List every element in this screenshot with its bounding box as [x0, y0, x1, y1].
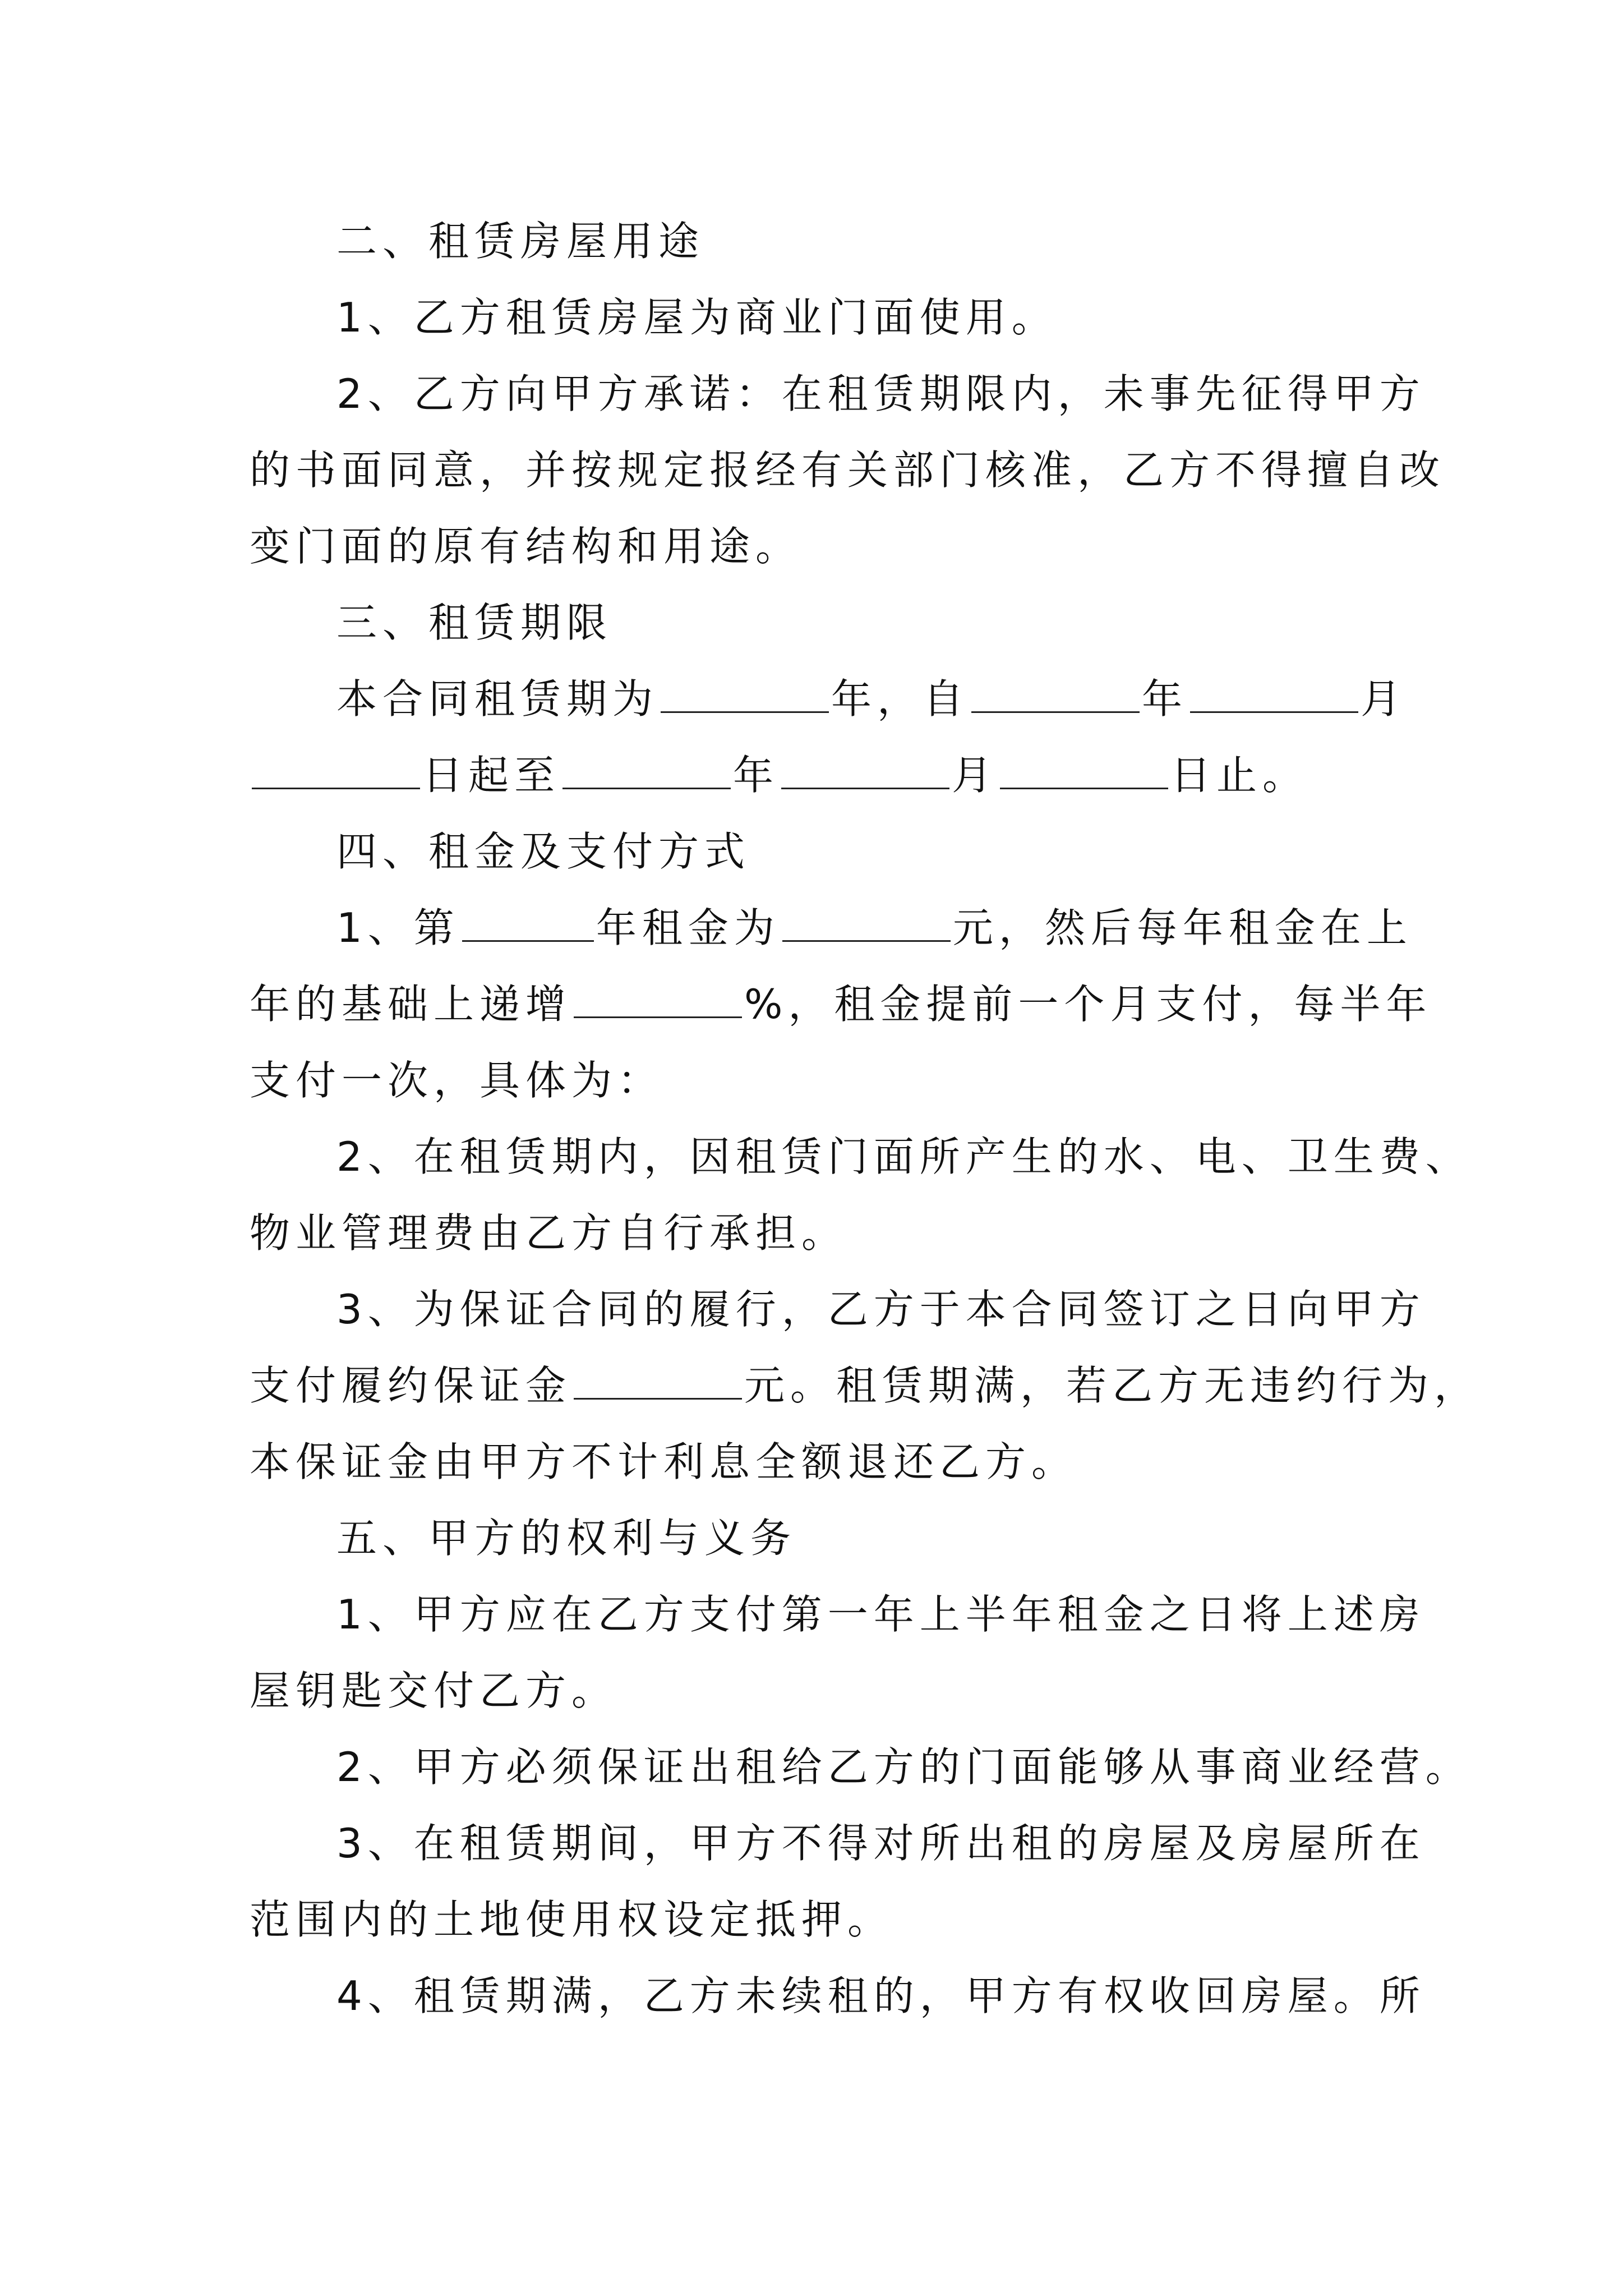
paragraph-line: 变门面的原有结构和用途。: [250, 523, 802, 570]
text-segment: 年租金为: [596, 904, 780, 951]
text-segment: 日起至: [422, 752, 561, 799]
paragraph-line: 3、为保证合同的履行，乙方于本合同签订之日向甲方: [336, 1286, 1426, 1333]
text-segment: 元。租赁期满，若乙方无违约行为，: [744, 1362, 1481, 1409]
fill-in-blank: [574, 1363, 742, 1400]
paragraph-line: 范围内的土地使用权设定抵押。: [250, 1896, 894, 1943]
fill-in-blank: [781, 753, 949, 789]
section-heading-usage: 二、租赁房屋用途: [336, 218, 705, 265]
fill-in-blank: [661, 677, 829, 713]
paragraph-line: 3、在租赁期间，甲方不得对所出租的房屋及房屋所在: [336, 1820, 1426, 1867]
fill-in-blank: [462, 905, 594, 942]
paragraph-line-with-blanks: [250, 661, 1407, 737]
fill-in-blank: [1000, 753, 1168, 789]
section-heading-term: 三、租赁期限: [336, 599, 613, 646]
fill-in-blank: [252, 753, 420, 789]
text-segment: 日止。: [1170, 752, 1309, 799]
text-segment: 本合同租赁期为: [336, 675, 659, 723]
paragraph-line: 本保证金由甲方不计利息全额退还乙方。: [250, 1438, 1078, 1485]
paragraph-line: 物业管理费由乙方自行承担。: [250, 1209, 848, 1257]
text-segment: %，租金提前一个月支付，每半年: [744, 981, 1432, 1028]
paragraph-line: 2、乙方向甲方承诺：在租赁期限内，未事先征得甲方: [336, 370, 1426, 417]
text-segment: 月: [952, 752, 998, 799]
fill-in-blank: [1190, 677, 1358, 713]
paragraph-line-with-blanks: [250, 737, 1394, 813]
paragraph-line-with-blanks: [250, 1347, 1481, 1424]
text-segment: 支付履约保证金: [250, 1362, 572, 1409]
paragraph-line: 2、甲方必须保证出租给乙方的门面能够从事商业经营。: [336, 1743, 1472, 1791]
paragraph-line: 4、租赁期满，乙方未续租的，甲方有权收回房屋。所: [336, 1972, 1426, 2019]
section-heading-rent: 四、租金及支付方式: [336, 828, 751, 875]
paragraph-line: 屋钥匙交付乙方。: [250, 1667, 618, 1714]
paragraph-line: 1、甲方应在乙方支付第一年上半年租金之日将上述房: [336, 1591, 1426, 1638]
paragraph-line: 支付一次，具体为：: [250, 1057, 664, 1104]
paragraph-line-with-blanks: [250, 966, 1432, 1042]
text-segment: 年: [1142, 675, 1188, 723]
fill-in-blank: [971, 677, 1140, 713]
paragraph-line: 2、在租赁期内，因租赁门面所产生的水、电、卫生费、: [336, 1133, 1472, 1180]
fill-in-blank: [782, 905, 951, 942]
fill-in-blank: [574, 982, 742, 1018]
text-segment: 年，自: [831, 675, 970, 723]
text-segment: 年的基础上递增: [250, 981, 572, 1028]
paragraph-line: 1、乙方租赁房屋为商业门面使用。: [336, 294, 1058, 341]
text-segment: 1、第: [336, 904, 460, 951]
fill-in-blank: [562, 753, 731, 789]
document-body: [250, 203, 1481, 2034]
paragraph-line-with-blanks: [250, 890, 1413, 966]
section-heading-lessor-rights: 五、甲方的权利与义务: [336, 1515, 797, 1562]
paragraph-line: 的书面同意，并按规定报经有关部门核准，乙方不得擅自改: [250, 447, 1446, 494]
text-segment: 元，然后每年租金在上: [952, 904, 1413, 951]
text-segment: 年: [733, 752, 780, 799]
text-segment: 月: [1361, 675, 1407, 723]
